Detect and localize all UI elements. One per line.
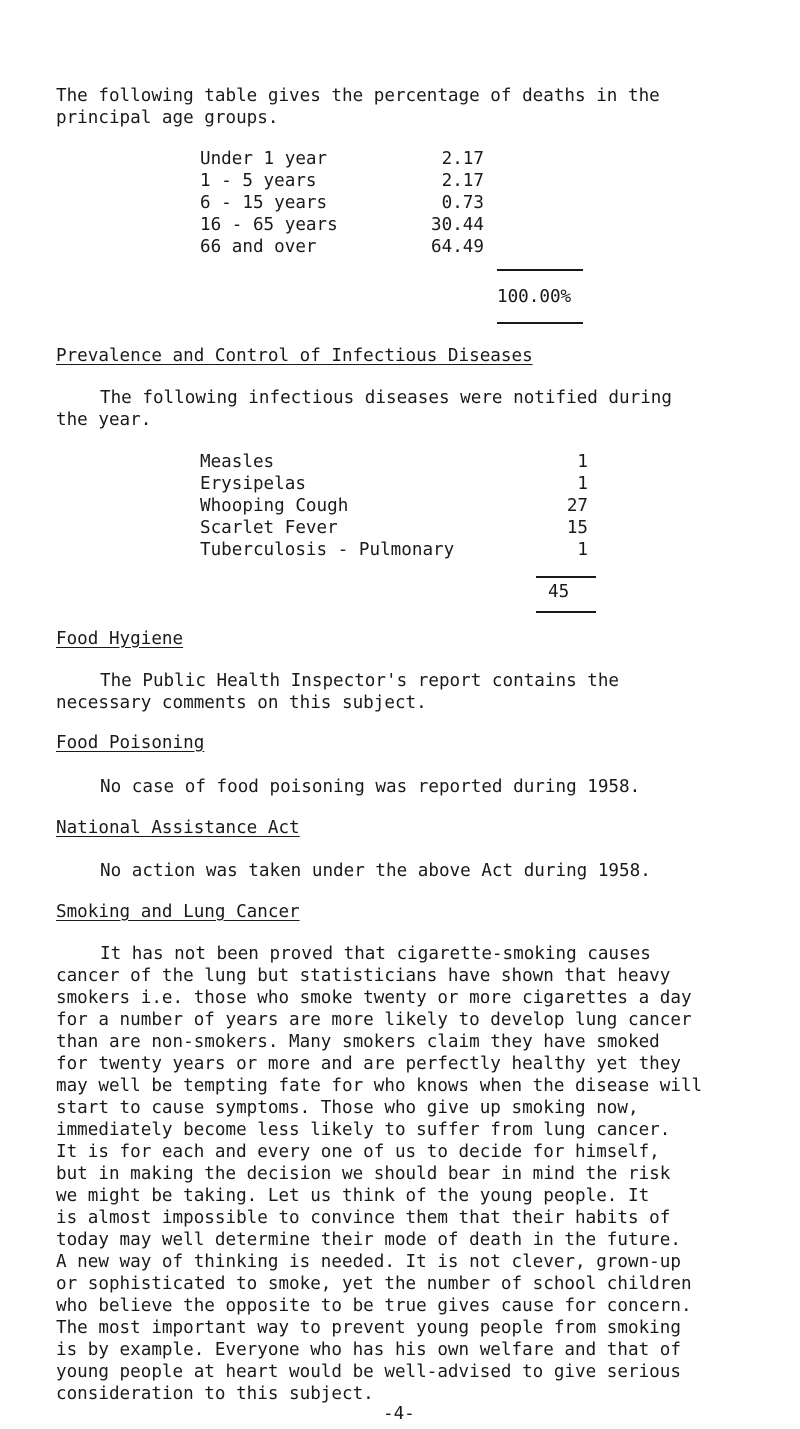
- age-group-label: Under 1 year: [200, 149, 328, 169]
- disease-count: 1: [577, 474, 588, 494]
- smoking-line: immediately become less likely to suffer from lung cancer.: [56, 1120, 671, 1140]
- disease-label: Erysipelas: [200, 474, 306, 494]
- food-poisoning-heading: Food Poisoning: [56, 733, 205, 753]
- disease-label: Measles: [200, 452, 275, 472]
- infectious-total-rule-bottom: [536, 611, 596, 613]
- smoking-line: is almost impossible to convince them that their habits of: [56, 1208, 671, 1228]
- intro-line-2: principal age groups.: [56, 108, 279, 128]
- infectious-total: 45: [548, 582, 570, 602]
- smoking-line: than are non-smokers. Many smokers claim they have smoked: [56, 1032, 660, 1052]
- food-hygiene-line-2: necessary comments on this subject.: [56, 693, 427, 713]
- disease-label: Scarlet Fever: [200, 518, 338, 538]
- disease-label: Whooping Cough: [200, 496, 349, 516]
- smoking-line: cancer of the lung but statisticians have shown that heavy: [56, 966, 671, 986]
- age-total-rule-top: [497, 269, 583, 271]
- smoking-heading: Smoking and Lung Cancer: [56, 902, 300, 922]
- age-group-value: 30.44: [431, 215, 484, 235]
- national-assistance-heading: National Assistance Act: [56, 818, 300, 838]
- smoking-line: smokers i.e. those who smoke twenty or more cigarettes a day: [56, 988, 692, 1008]
- smoking-line: we might be taking. Let us think of the young people. It: [56, 1186, 650, 1206]
- smoking-line: is by example. Everyone who has his own welfare and that of: [56, 1340, 681, 1360]
- food-hygiene-line-1: The Public Health Inspector's report contains the: [100, 671, 620, 691]
- food-hygiene-heading: Food Hygiene: [56, 629, 184, 649]
- smoking-line: consideration to this subject.: [56, 1384, 374, 1404]
- age-group-value: 2.17: [441, 149, 484, 169]
- smoking-line: today may well determine their mode of death in the future.: [56, 1230, 681, 1250]
- smoking-line: start to cause symptoms. Those who give up smoking now,: [56, 1098, 639, 1118]
- smoking-line: The most important way to prevent young people from smoking: [56, 1318, 681, 1338]
- smoking-line: but in making the decision we should bear in mind the risk: [56, 1164, 671, 1184]
- disease-label: Tuberculosis - Pulmonary: [200, 540, 455, 560]
- age-group-value: 0.73: [441, 193, 484, 213]
- page-number: -4-: [383, 1404, 415, 1424]
- smoking-line: young people at heart would be well-advised to give serious: [56, 1362, 681, 1382]
- smoking-line: for twenty years or more and are perfectly healthy yet they: [56, 1054, 681, 1074]
- age-group-value: 2.17: [441, 171, 484, 191]
- age-group-value: 64.49: [431, 237, 484, 257]
- disease-count: 15: [566, 518, 588, 538]
- age-group-label: 66 and over: [200, 237, 317, 257]
- disease-count: 27: [566, 496, 588, 516]
- disease-count: 1: [577, 540, 588, 560]
- age-group-total: 100.00%: [497, 287, 572, 307]
- national-assistance-line-1: No action was taken under the above Act during 1958.: [100, 861, 651, 881]
- food-poisoning-line-1: No case of food poisoning was reported during 1958.: [100, 777, 641, 797]
- age-total-rule-bottom: [497, 322, 583, 324]
- infectious-line-2: the year.: [56, 410, 152, 430]
- intro-line-1: The following table gives the percentage of deaths in the: [56, 86, 660, 106]
- infectious-heading: Prevalence and Control of Infectious Diseases: [56, 346, 533, 366]
- smoking-line: A new way of thinking is needed. It is not clever, grown-up: [56, 1252, 681, 1272]
- smoking-line: for a number of years are more likely to develop lung cancer: [56, 1010, 692, 1030]
- infectious-line-1: The following infectious diseases were notified during: [100, 388, 672, 408]
- smoking-line: It is for each and every one of us to decide for himself,: [56, 1142, 660, 1162]
- smoking-line: It has not been proved that cigarette-smoking causes: [100, 944, 651, 964]
- age-group-label: 1 - 5 years: [200, 171, 317, 191]
- smoking-line: who believe the opposite to be true gives cause for concern.: [56, 1296, 692, 1316]
- smoking-line: or sophisticated to smoke, yet the number of school children: [56, 1274, 692, 1294]
- age-group-label: 6 - 15 years: [200, 193, 328, 213]
- infectious-total-rule-top: [536, 576, 596, 578]
- age-group-label: 16 - 65 years: [200, 215, 338, 235]
- disease-count: 1: [577, 452, 588, 472]
- smoking-line: may well be tempting fate for who knows when the disease will: [56, 1076, 703, 1096]
